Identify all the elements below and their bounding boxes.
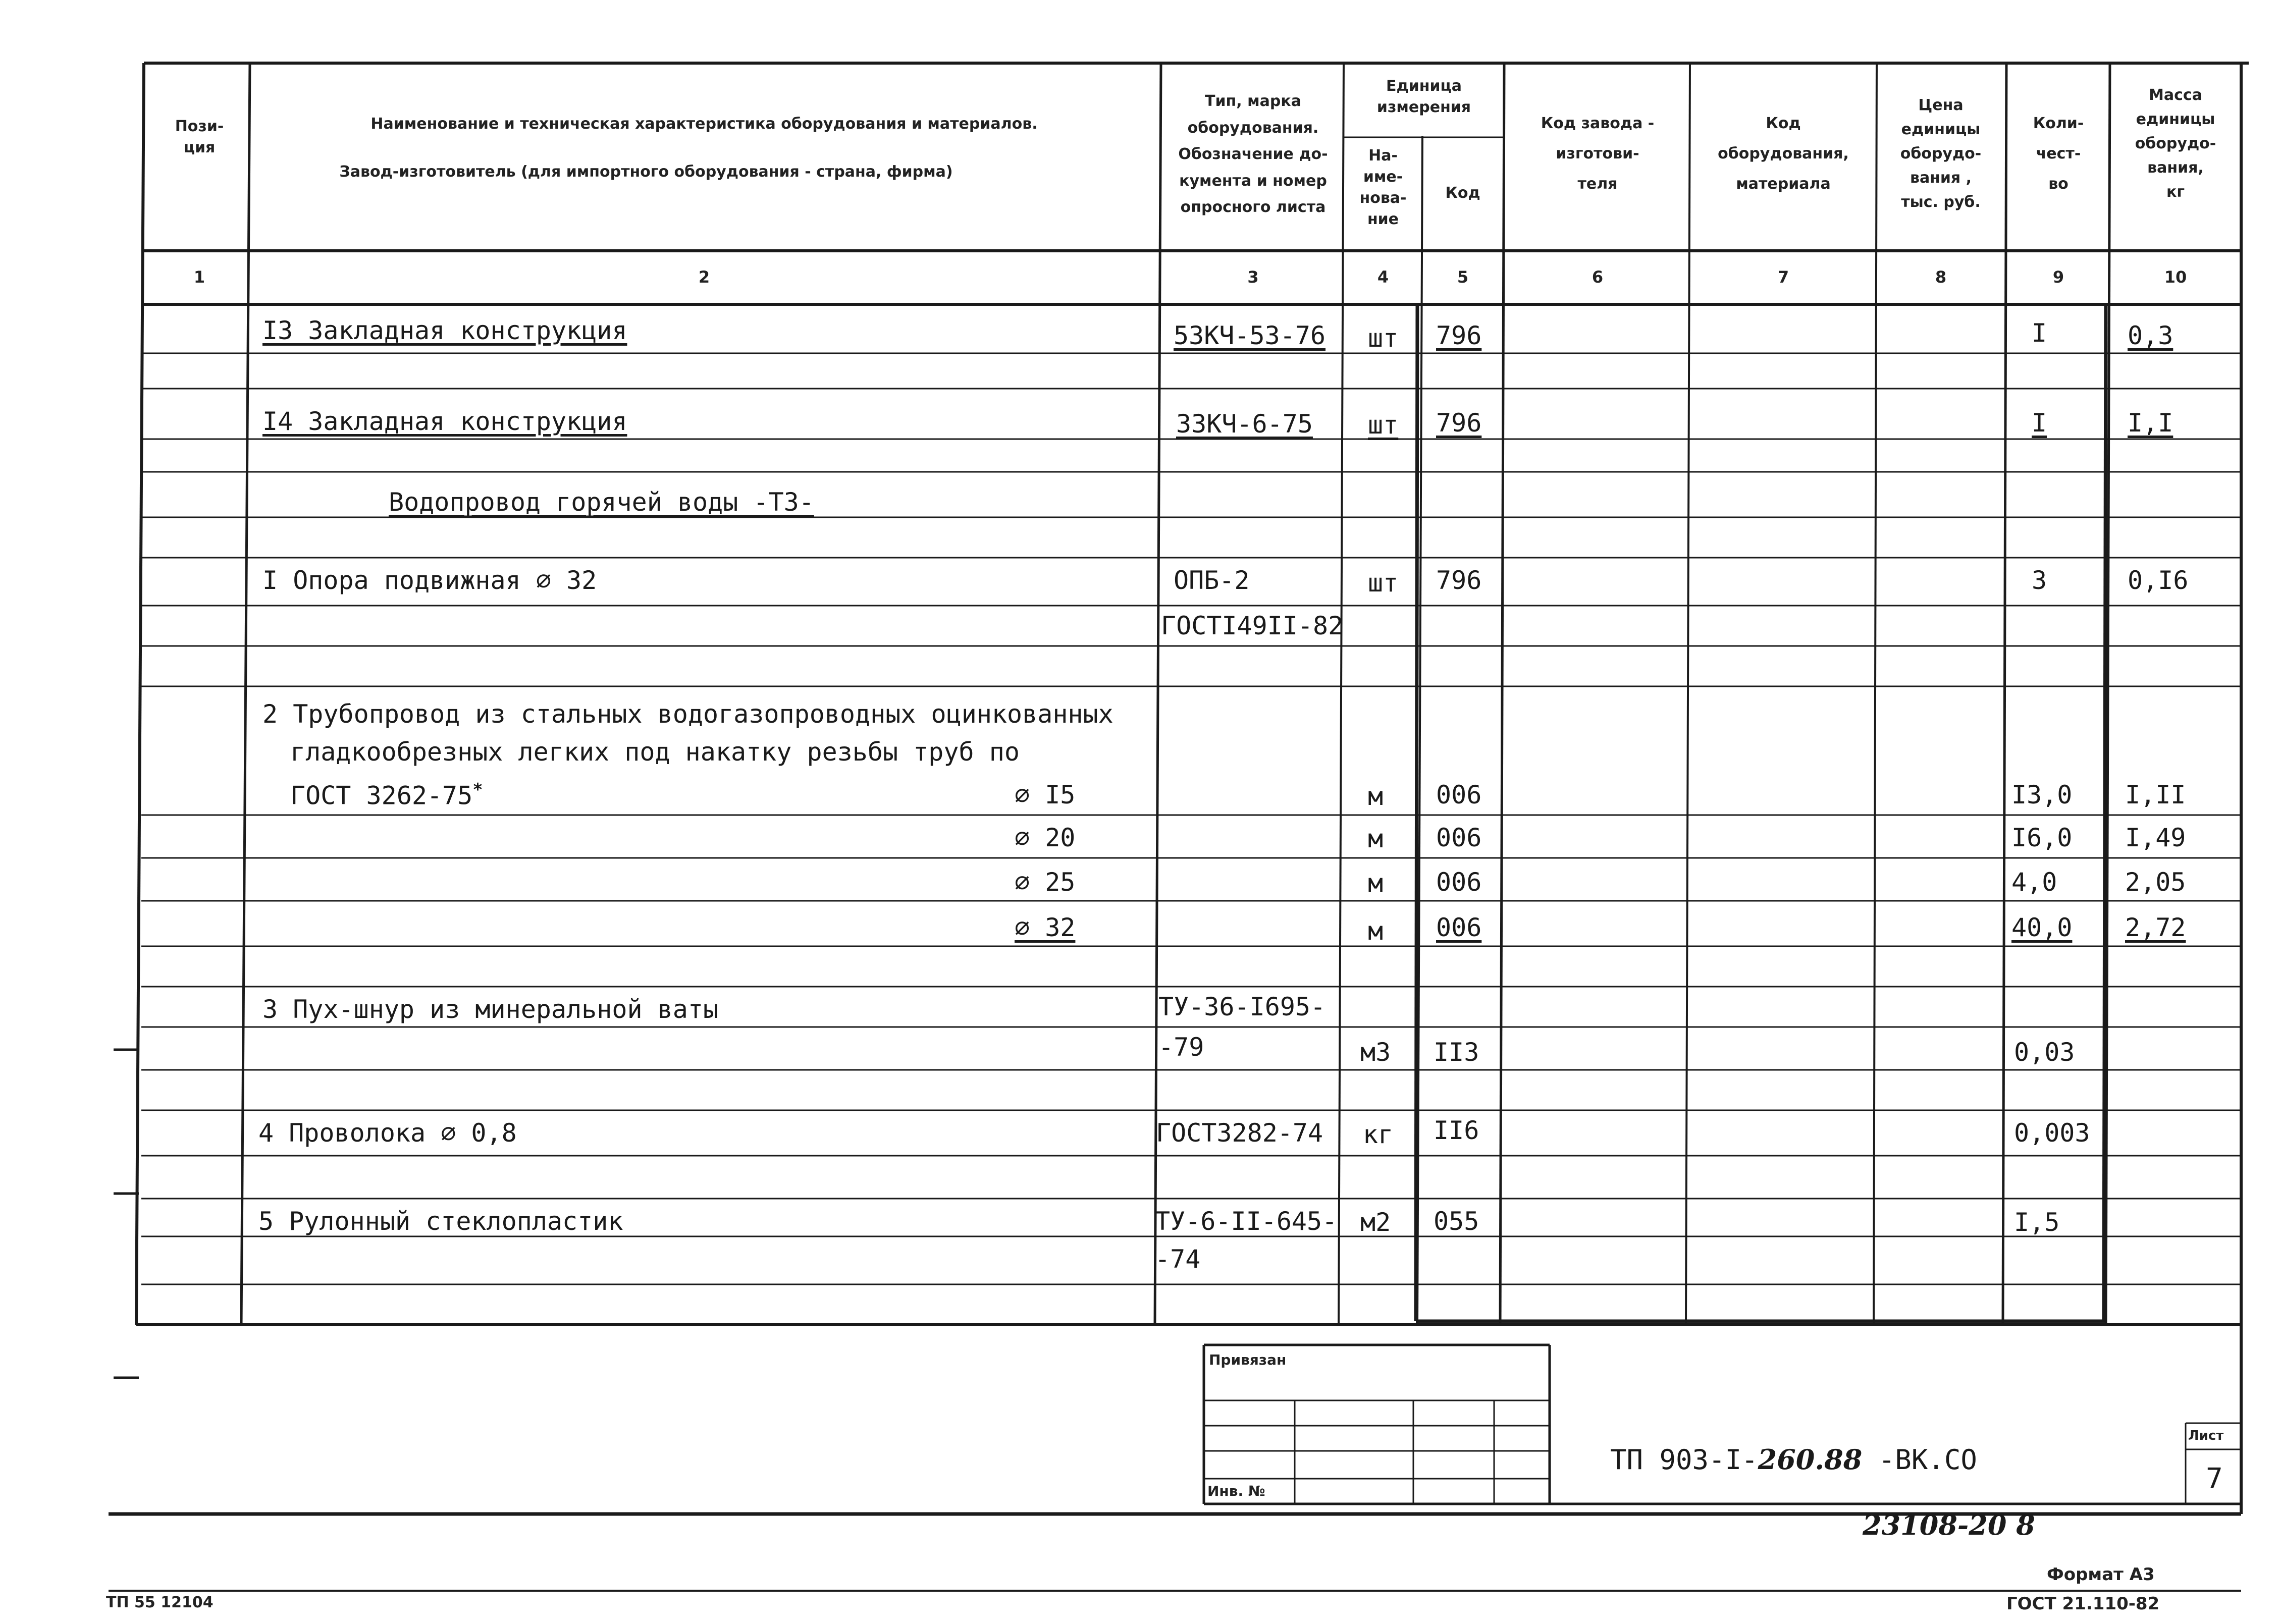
sheet-number: 7 bbox=[2206, 1463, 2223, 1495]
row-code: 796 bbox=[1436, 408, 1482, 438]
header-position: Пози- ция bbox=[175, 118, 224, 156]
header-quantity: Коли- чест- во bbox=[2033, 115, 2084, 193]
order-number-main: 23108-20 bbox=[1863, 1509, 2007, 1541]
row-code: 055 bbox=[1434, 1207, 1479, 1236]
row-code: 796 bbox=[1436, 566, 1482, 595]
column-number: 4 bbox=[1377, 267, 1389, 287]
row-name: I3 Закладная конструкция bbox=[262, 316, 627, 345]
row-mass: 0,3 bbox=[2128, 321, 2173, 350]
row-name: 4 Проволока ∅ 0,8 bbox=[258, 1118, 517, 1148]
row-name: I4 Закладная конструкция bbox=[262, 407, 627, 436]
order-number-suffix: 8 bbox=[2016, 1509, 2035, 1541]
row-code: 006 bbox=[1436, 868, 1482, 897]
row-code: 796 bbox=[1436, 321, 1482, 350]
header-factory-code: Код завода - изготови- теля bbox=[1541, 115, 1655, 193]
document-code-number: 260.88 bbox=[1758, 1443, 1863, 1476]
row-name bbox=[290, 775, 483, 811]
order-number bbox=[1863, 1509, 2035, 1541]
row-name: 2 Трубопровод из стальных водогазопроводных оцинкованных bbox=[262, 699, 1114, 729]
column-number: 9 bbox=[2052, 267, 2064, 287]
row-code: II3 bbox=[1434, 1038, 1479, 1067]
section-heading: Водопровод горячей воды -Т3- bbox=[389, 488, 814, 517]
header-unit-code: Код bbox=[1445, 184, 1480, 202]
row-name: 5 Рулонный стеклопластик bbox=[258, 1207, 623, 1236]
column-number: 10 bbox=[2164, 267, 2187, 287]
row-type: ГОСТ3282-74 bbox=[1156, 1118, 1323, 1148]
row-unit: шт bbox=[1368, 568, 1399, 598]
row-qty: 3 bbox=[2032, 566, 2047, 595]
row-qty: I bbox=[2032, 408, 2047, 438]
stamp-privyazan: Привязан bbox=[1209, 1351, 1287, 1368]
header-unit-price: Цена единицы оборудо- вания , тыс. руб. bbox=[1900, 96, 1982, 211]
row-unit: шт bbox=[1368, 323, 1399, 353]
column-number: 1 bbox=[193, 267, 205, 287]
left-code: ТП 55 12104 bbox=[106, 1594, 214, 1611]
row-unit: кг bbox=[1363, 1120, 1394, 1149]
row-type: 33КЧ-6-75 bbox=[1176, 409, 1313, 439]
column-number: 5 bbox=[1457, 267, 1469, 287]
row-name: I Опора подвижная ∅ 32 bbox=[262, 566, 597, 595]
row-unit: м bbox=[1368, 782, 1384, 811]
sheet-label: Лист bbox=[2188, 1428, 2224, 1443]
row-type: ТУ-6-II-645- bbox=[1155, 1207, 1338, 1236]
row-unit: м bbox=[1368, 824, 1384, 853]
row-name-sup: * bbox=[472, 780, 483, 800]
row-code: II6 bbox=[1434, 1116, 1479, 1145]
row-name: гладкообрезных легких под накатку резьбы труб по bbox=[290, 737, 1020, 767]
header-type: Тип, марка оборудования. Обозначение до- кумента и номер опросного листа bbox=[1178, 92, 1328, 216]
row-mass: 2,05 bbox=[2125, 868, 2186, 897]
row-mass: 0,I6 bbox=[2128, 566, 2189, 595]
row-qty: 4,0 bbox=[2011, 868, 2057, 897]
row-unit: м2 bbox=[1360, 1208, 1391, 1237]
row-type: ОПБ-2 bbox=[1174, 566, 1250, 595]
row-unit: м bbox=[1368, 916, 1384, 946]
stamp-inventory-no: Инв. № bbox=[1207, 1483, 1265, 1499]
row-type: -79 bbox=[1158, 1033, 1204, 1062]
row-unit: м3 bbox=[1360, 1038, 1391, 1067]
row-code: 006 bbox=[1436, 823, 1482, 852]
row-mass: 2,72 bbox=[2125, 913, 2186, 942]
row-qty: I,5 bbox=[2014, 1208, 2060, 1237]
header-unit-group: Единица измерения bbox=[1376, 77, 1471, 116]
row-diameter: ∅ 20 bbox=[1015, 823, 1076, 852]
row-qty: 0,003 bbox=[2014, 1118, 2090, 1148]
row-diameter: ∅ I5 bbox=[1015, 780, 1076, 809]
header-name-line2: Завод-изготовитель (для импортного оборудования - страна, фирма) bbox=[339, 163, 953, 181]
row-type: ТУ-36-I695- bbox=[1158, 992, 1326, 1021]
row-type: 53КЧ-53-76 bbox=[1174, 321, 1326, 350]
header-mass: Масса единицы оборудо- вания, кг bbox=[2135, 86, 2216, 201]
row-type: -74 bbox=[1155, 1244, 1201, 1274]
header-unit-name: На- име- нова- ние bbox=[1359, 147, 1407, 228]
column-number: 2 bbox=[698, 267, 710, 287]
row-unit: м bbox=[1368, 869, 1384, 898]
column-number: 7 bbox=[1777, 267, 1789, 287]
row-qty: 0,03 bbox=[2014, 1038, 2075, 1067]
row-qty: I6,0 bbox=[2011, 823, 2073, 852]
format-label: Формат А3 bbox=[2047, 1564, 2155, 1585]
row-qty: 40,0 bbox=[2011, 913, 2073, 942]
row-mass: I,I bbox=[2128, 408, 2173, 438]
header-name-line1: Наименование и техническая характеристика оборудования и материалов. bbox=[370, 115, 1038, 133]
row-mass: I,II bbox=[2125, 780, 2186, 809]
column-number: 8 bbox=[1935, 267, 1947, 287]
row-code: 006 bbox=[1436, 780, 1482, 809]
row-code: 006 bbox=[1436, 913, 1482, 942]
row-unit: шт bbox=[1368, 410, 1399, 440]
row-type: ГОСТI49II-82 bbox=[1161, 611, 1344, 640]
column-number: 3 bbox=[1247, 267, 1259, 287]
column-number: 6 bbox=[1592, 267, 1604, 287]
row-qty: I bbox=[2032, 318, 2047, 348]
row-diameter: ∅ 32 bbox=[1015, 913, 1076, 942]
document-code-prefix: ТП 903-I- bbox=[1610, 1444, 1758, 1476]
row-name: 3 Пух-шнур из минеральной ваты bbox=[262, 995, 719, 1024]
row-name-text: ГОСТ 3262-75 bbox=[290, 781, 473, 810]
row-diameter: ∅ 25 bbox=[1015, 868, 1076, 897]
header-equipment-code: Код оборудования, материала bbox=[1718, 115, 1849, 193]
row-qty: I3,0 bbox=[2011, 780, 2073, 809]
document-code-suffix: -ВК.СО bbox=[1862, 1444, 1977, 1476]
row-mass: I,49 bbox=[2125, 823, 2186, 852]
document-code bbox=[1610, 1443, 1977, 1476]
gost-label: ГОСТ 21.110-82 bbox=[2006, 1594, 2160, 1614]
